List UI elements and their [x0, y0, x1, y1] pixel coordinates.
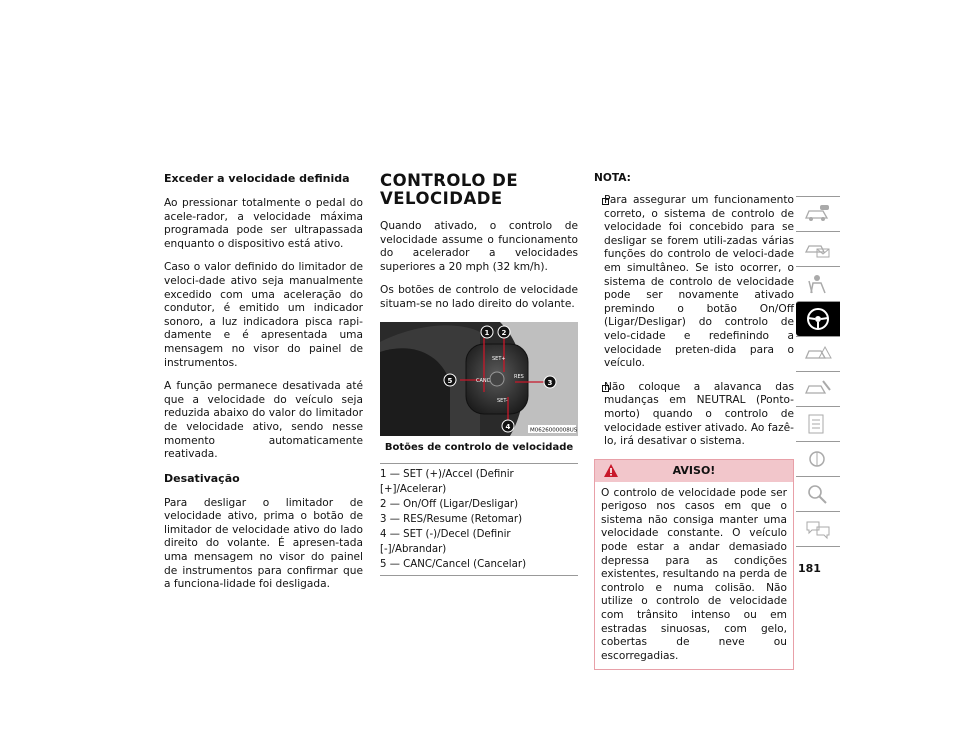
- steering-wheel-icon: [803, 306, 833, 332]
- figure-caption: Botões de controlo de velocidade: [384, 441, 574, 453]
- speed-control-buttons-figure: [380, 322, 578, 436]
- svg-text:3: 3: [547, 378, 553, 387]
- steering-wheel-photo: [380, 322, 578, 436]
- tab-steering-wheel[interactable]: [796, 301, 840, 336]
- button-label-set-plus: [492, 356, 506, 362]
- note-text: Não coloque a alavanca das mudanças em NEUTRAL (Ponto-morto) quando o controlo de velocidade estiver ativado. Ao fazê-lo, irá desativar o sistema.: [604, 380, 794, 448]
- car-key-icon: [803, 203, 833, 225]
- button-label-canc: [476, 378, 491, 384]
- warning-text: O controlo de velocidade pode ser perigoso nos casos em que o sistema não consiga manter uma velocidade constante. O veículo pode estar a andar demasiado depressa para as condições existentes, resultando na perda de controlo e numa colisão. Não utilize o controlo de velocidade com trânsito intenso ou em estradas sinuosas, com gelo, cobertas de neve ou escorregadias.: [601, 486, 787, 662]
- tab-language[interactable]: [796, 511, 840, 547]
- warning-header: [595, 460, 793, 482]
- callout-2: [498, 326, 510, 338]
- wrench-car-icon: [803, 448, 833, 470]
- checkbox-bullet-icon: [602, 385, 609, 392]
- svg-text:5: 5: [447, 376, 453, 385]
- car-warning-icon: [803, 343, 833, 365]
- magnifier-icon: [803, 483, 833, 505]
- heading-deactivation: Desativação: [164, 471, 240, 485]
- paragraph: Quando ativado, o controlo de velocidade assume o funcionamento do acelerador a velocidades superiores a 20 mph (32 km/h).: [380, 220, 578, 273]
- callout-5: [444, 374, 456, 386]
- button-label-set-minus: [497, 398, 508, 404]
- car-wrench-icon: [803, 378, 833, 400]
- svg-text:RES: RES: [514, 373, 524, 380]
- figure-code: M0626000008US: [530, 427, 578, 434]
- tab-car-wrench[interactable]: [796, 371, 840, 406]
- tab-magnifier[interactable]: [796, 476, 840, 511]
- column-3: [594, 170, 794, 670]
- paragraph: Para desligar o limitador de velocidade ativo, prima o botão de limitador de velocidade ativo do lado direito do volante. É apresen-tada uma mensagem no visor do painel de instrumentos para confirmar que a funciona-lidade foi desligada.: [164, 496, 363, 591]
- tab-service-list[interactable]: [796, 406, 840, 441]
- callout-4: [502, 420, 514, 432]
- page-number: 181: [798, 562, 821, 575]
- tab-wrench-car[interactable]: [796, 441, 840, 476]
- note-bullet: [594, 381, 794, 449]
- service-list-icon: [803, 413, 833, 435]
- callout-1: [481, 326, 493, 338]
- button-label-res: [514, 374, 524, 380]
- svg-text:SET+: SET+: [492, 355, 506, 362]
- warning-box: [594, 459, 794, 671]
- legend-item: 2 — On/Off (Ligar/Desligar): [380, 498, 519, 510]
- tab-car-key[interactable]: [796, 196, 840, 231]
- paragraph: A função permanece desativada até que a velocidade do veículo seja reduzida abaixo do valor do limitador de velocidade ativo, sendo nesse momento automaticamente reativada.: [164, 380, 363, 461]
- svg-text:2: 2: [501, 328, 507, 337]
- car-mail-icon: [803, 238, 833, 260]
- section-title: CONTROLO DE VELOCIDADE: [380, 171, 519, 208]
- heading-exceed-speed: Exceder a velocidade definida: [164, 172, 350, 185]
- callout-3: [544, 376, 556, 388]
- paragraph: Caso o valor definido do limitador de veloci-dade ativo seja manualmente excedido com uma aceleração do condutor, é emitido um indicador sonoro, a luz indicadora pisca rapi-damente e é apresentada uma mensagem no visor do painel de instrumentos.: [164, 261, 363, 369]
- legend-item: 5 — CANC/Cancel (Cancelar): [380, 558, 527, 570]
- paragraph: Ao pressionar totalmente o pedal do acele-rador, a velocidade máxima programada pode ser ultrapassada enquanto o dispositivo está ativo.: [164, 197, 363, 250]
- warning-triangle-icon: [603, 463, 619, 478]
- note-label: NOTA:: [594, 172, 631, 184]
- svg-text:CANC: CANC: [476, 377, 491, 384]
- svg-text:SET-: SET-: [497, 397, 508, 404]
- legend-item: 1 — SET (+)/Accel (Definir [+]/Acelerar): [380, 468, 514, 495]
- column-1: [164, 172, 363, 602]
- paragraph: Os botões de controlo de velocidade situam-se no lado direito do volante.: [380, 284, 578, 310]
- note-text: Para assegurar um funcionamento correto, o sistema de controlo de velocidade foi concebido para se desligar se forem utili-zadas várias funções do controlo de veloci-dade em simultâneo. Se isto ocorrer, o sistema de controlo de velocidade pode ser novamente ativado premindo o botão On/Off (Ligar/Desligar) do controlo de velo-cidade e redefinindo a velocidade preten-dida para o veículo.: [604, 194, 794, 370]
- language-icon: [803, 518, 833, 540]
- tab-seat-person[interactable]: [796, 266, 840, 301]
- checkbox-bullet-icon: [602, 198, 609, 205]
- chapter-tabs: [796, 196, 840, 547]
- svg-text:4: 4: [505, 422, 511, 431]
- warning-title: AVISO!: [672, 463, 716, 477]
- seat-person-icon: [803, 273, 833, 295]
- column-2: [380, 172, 578, 576]
- tab-car-warning[interactable]: [796, 336, 840, 371]
- legend-item: 3 — RES/Resume (Retomar): [380, 513, 523, 525]
- svg-text:1: 1: [484, 328, 490, 337]
- note-bullet: [594, 194, 794, 371]
- figure-legend: [380, 463, 578, 576]
- legend-item: 4 — SET (-)/Decel (Definir [-]/Abrandar): [380, 528, 511, 555]
- tab-car-mail[interactable]: [796, 231, 840, 266]
